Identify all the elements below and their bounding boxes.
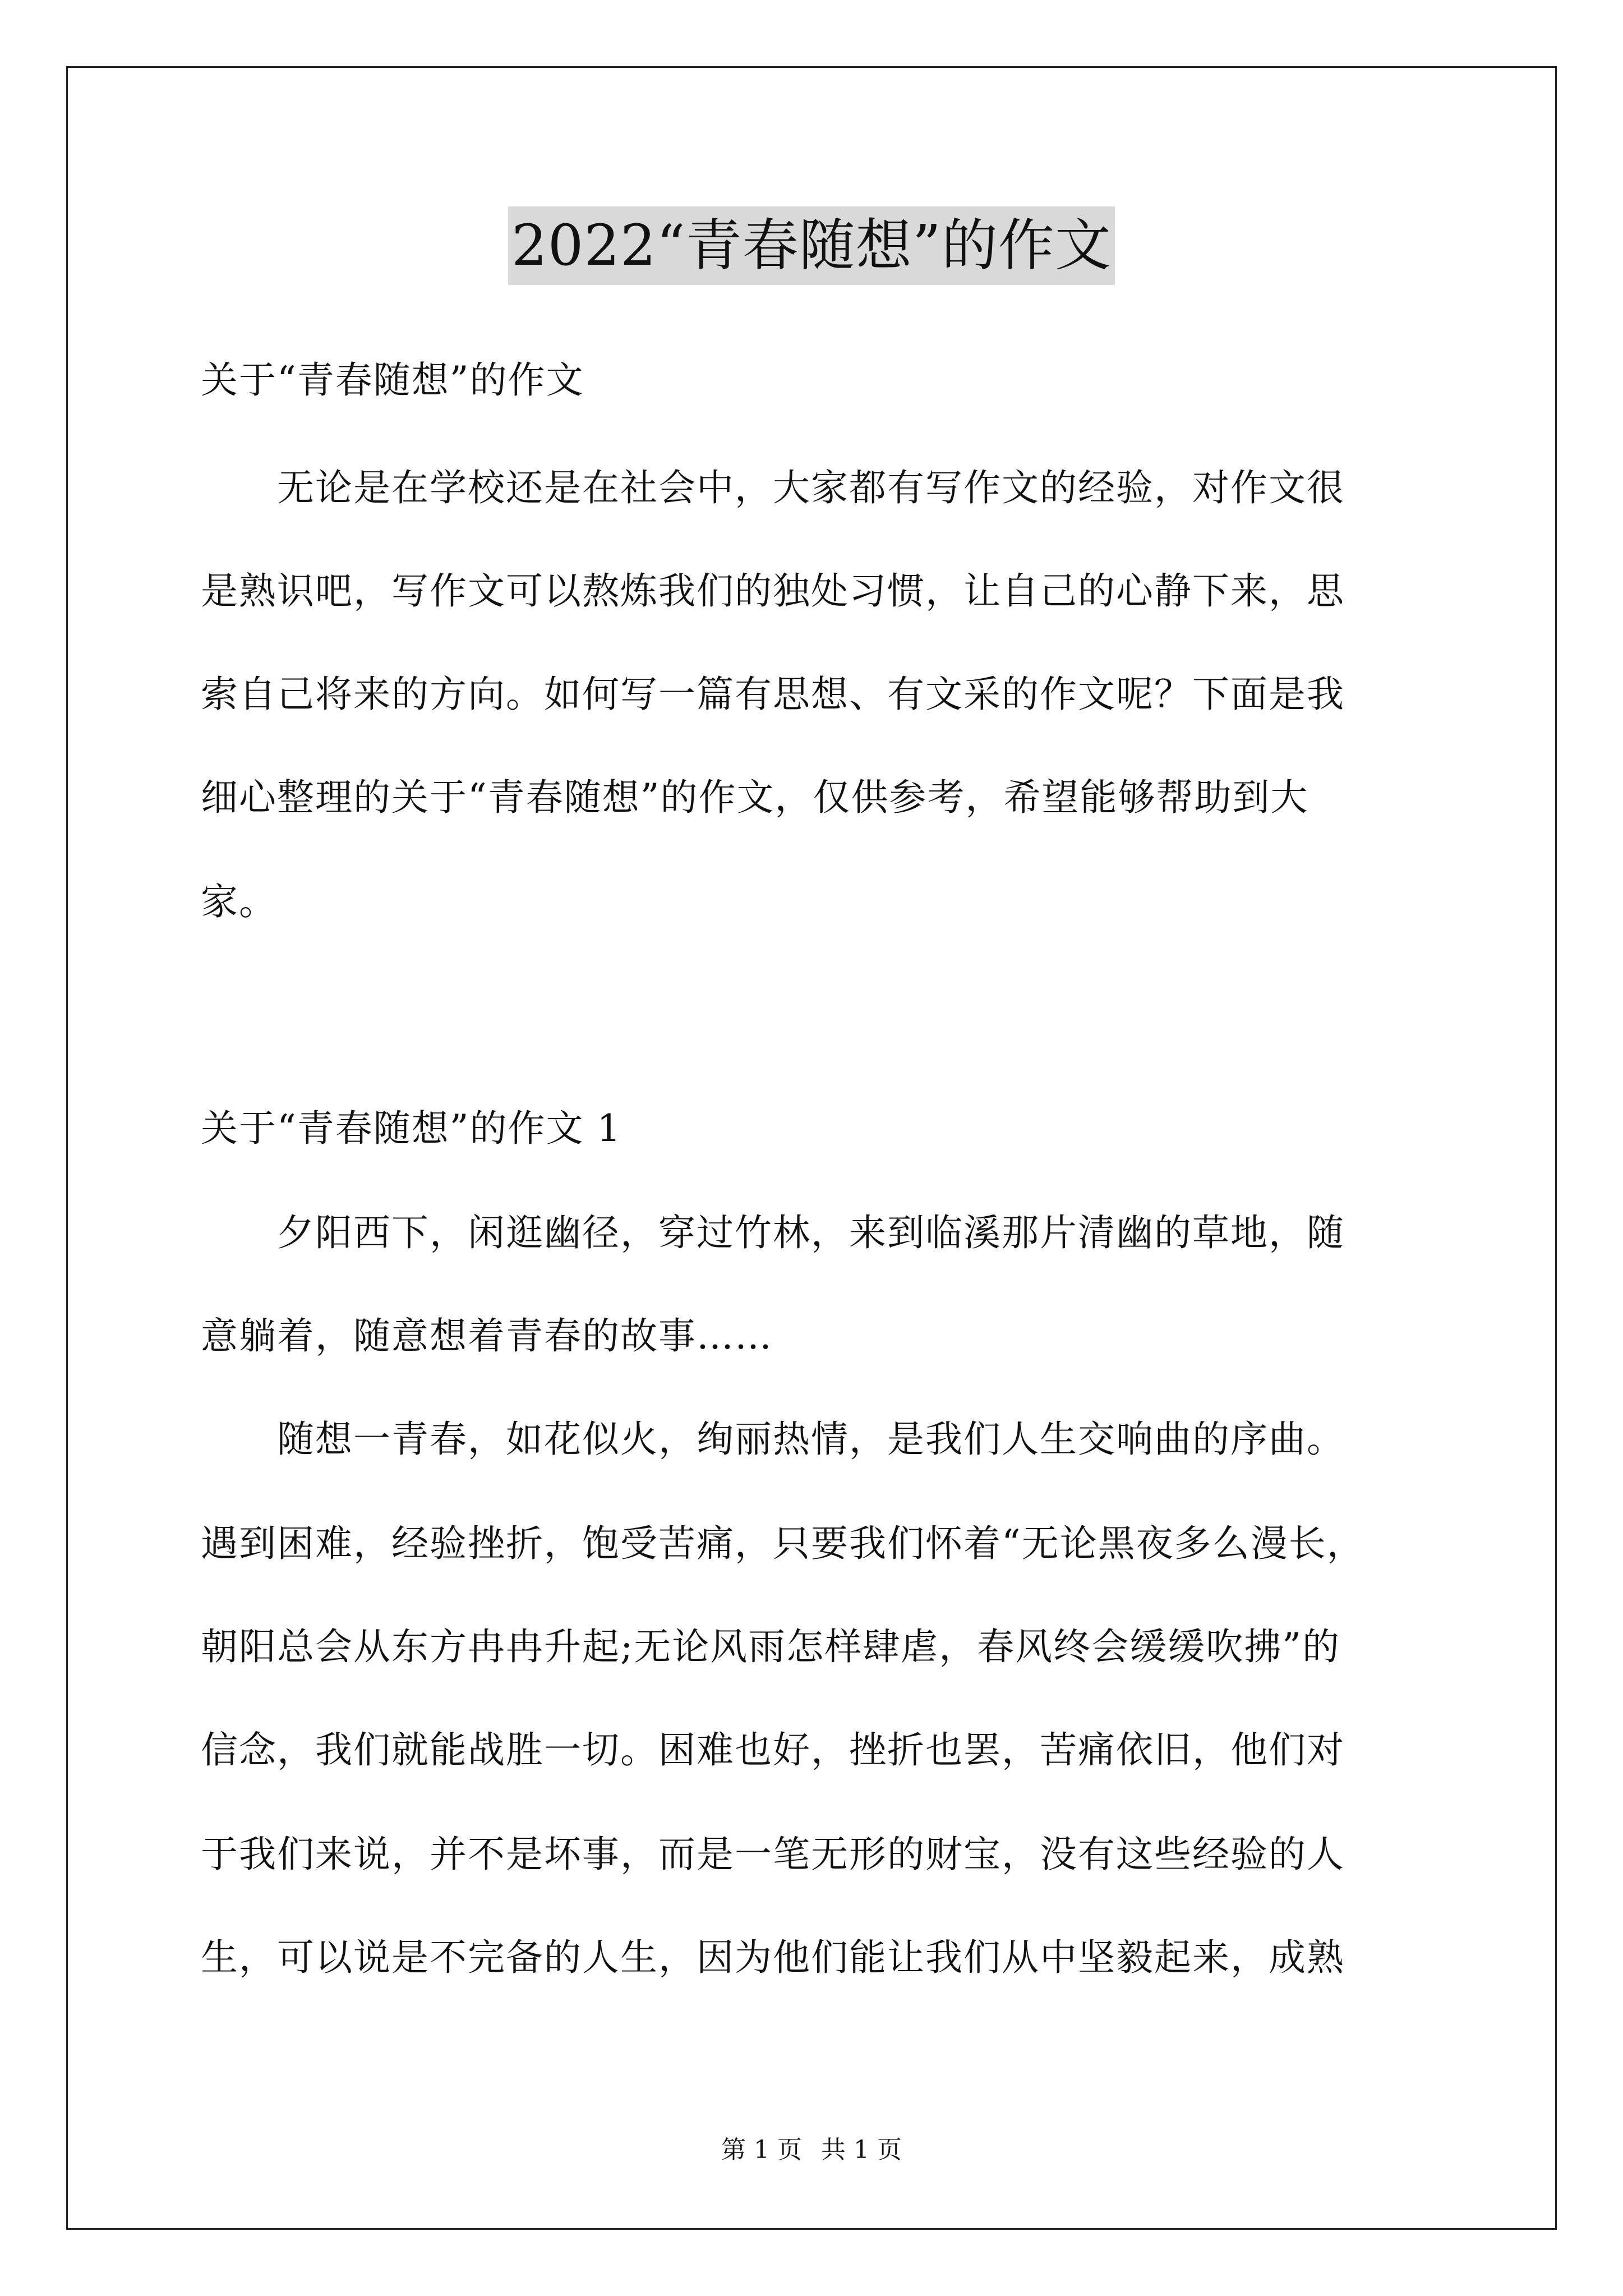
body-line: 无论是在学校还是在社会中，大家都有写作文的经验，对作文很 <box>201 466 1345 509</box>
body-line: 家。 <box>201 880 277 923</box>
page-number: 第 1 页 <box>721 2136 802 2164</box>
document-title: 2022“青春随想”的作文 <box>508 206 1115 285</box>
section-heading: 关于“青春随想”的作文 1 <box>201 1107 622 1150</box>
body-line: 信念，我们就能战胜一切。困难也好，挫折也罢，苦痛依旧，他们对 <box>201 1728 1345 1772</box>
body-line: 生，可以说是不完备的人生，因为他们能让我们从中坚毅起来，成熟 <box>201 1936 1345 1979</box>
body-line: 细心整理的关于“青春随想”的作文，仅供参考，希望能够帮助到大 <box>201 776 1309 819</box>
body-line: 夕阳西下，闲逛幽径，穿过竹林，来到临溪那片清幽的草地，随 <box>201 1211 1345 1254</box>
body-line: 朝阳总会从东方冉冉升起;无论风雨怎样肆虐，春风终会缓缓吹拂”的 <box>201 1625 1340 1668</box>
body-line: 是熟识吧，写作文可以熬炼我们的独处习惯，让自己的心静下来，思 <box>201 569 1345 613</box>
body-line: 索自己将来的方向。如何写一篇有思想、有文采的作文呢？下面是我 <box>201 673 1345 716</box>
title-container <box>0 206 1623 285</box>
page-footer <box>0 2134 1623 2166</box>
page-total: 共 1 页 <box>821 2136 902 2164</box>
body-line: 于我们来说，并不是坏事，而是一笔无形的财宝，没有这些经验的人 <box>201 1833 1345 1876</box>
body-line: 随想一青春，如花似火，绚丽热情，是我们人生交响曲的序曲。 <box>201 1418 1345 1461</box>
body-line: 遇到困难，经验挫折，饱受苦痛，只要我们怀着“无论黑夜多么漫长， <box>201 1522 1365 1565</box>
subtitle-heading: 关于“青春随想”的作文 <box>201 358 584 402</box>
body-line: 意躺着，随意想着青春的故事…… <box>201 1314 773 1358</box>
